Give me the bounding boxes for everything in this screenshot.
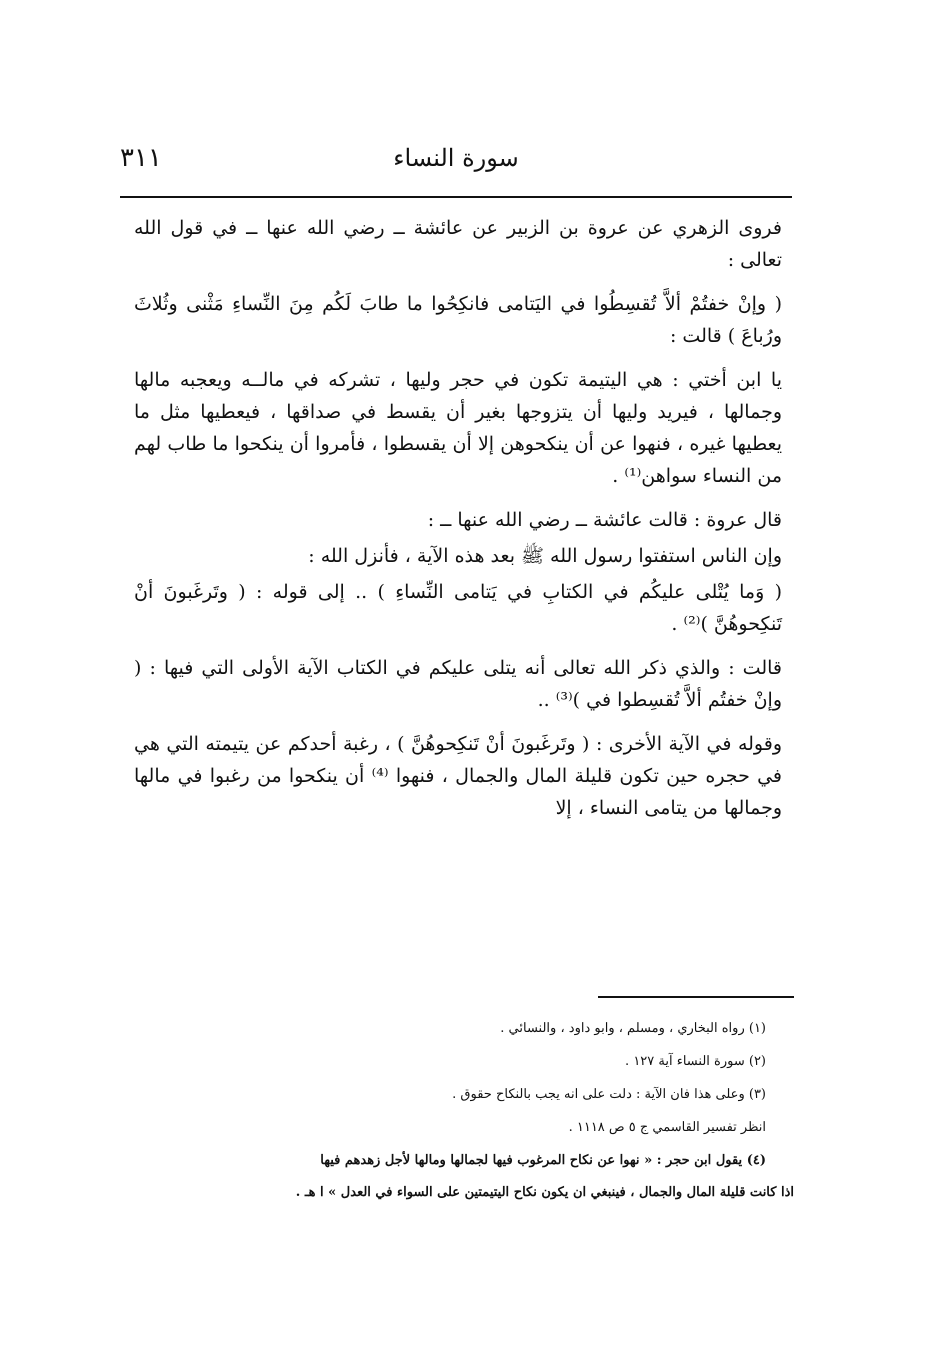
paragraph: قالت : والذي ذكر الله تعالى أنه يتلى عليكم في الكتاب الآية الأولى التي فيها : ( وإنْ خفتُم ألاَّ تُقسِطوا في )⁽³⁾ .. [134, 657, 782, 711]
footnote: (٣) وعلى هذا فان الآية : دلت على انه يجب بالنكاح حقوق . [452, 1087, 766, 1102]
paragraph: وإن الناس استفتوا رسول الله ﷺ بعد هذه الآية ، فأنزل الله : [308, 545, 782, 567]
page-number: ٣١١ [120, 143, 162, 173]
quran-verse: ( وَما يُتْلى عليكُم في الكتابِ في يَتامى النِّساءِ ) .. إلى قوله : ( وتَرغَبونَ أنْ تَنكِحوهُنَّ )⁽²⁾ . [134, 581, 782, 635]
footnote: انظر تفسير القاسمي ج ٥ ص ١١١٨ . [568, 1120, 766, 1135]
paragraph: يا ابن أختي : هي اليتيمة تكون في حجر وليها ، تشركه في مالــه ويعجبه مالها وجمالها ، فيريد وليها أن يتزوجها بغير أن يقسط في صداقها ، فيعطيها مثل ما يعطيها غيره ، فنهوا عن أن ينكحوهن إلا أن يقسطوا ، فأمروا أن ينكحوا ما طاب لهم من النساء سواهن⁽¹⁾ . [134, 369, 782, 487]
paragraph: وقوله في الآية الأخرى : ( وتَرغَبونَ أنْ تَنكِحوهُنَّ ) ، رغبة أحدكم عن يتيمته التي هي في حجره حين تكون قليلة المال والجمال ، فنهوا ⁽⁴⁾ أن ينكحوا من رغبوا في مالها وجمالها من يتامى النساء ، إلا [134, 733, 783, 819]
footnote: (٢) سورة النساء آية ١٢٧ . [625, 1054, 766, 1069]
paragraph: فروى الزهري عن عروة بن الزبير عن عائشة ــ رضي الله عنها ــ في قول الله تعالى : [134, 217, 782, 271]
running-title: سورة النساء [393, 144, 519, 172]
paragraph: قال عروة : قالت عائشة ــ رضي الله عنها ــ : [427, 509, 782, 531]
main-text [134, 212, 782, 836]
footnote: (٤) يقول ابن حجر : « نهوا عن نكاح المرغوب فيها لجمالها ومالها لأجل زهدهم فيها [320, 1153, 766, 1168]
quran-verse: ( وإنْ خفتُمْ ألاَّ تُقسِطُوا في اليَتامى فانكِحُوا ما طابَ لَكُم مِنَ النِّساءِ مَثْنى وثُلاثَ ورُباعَ ) قالت : [134, 293, 782, 347]
header-rule [120, 196, 792, 198]
footnotes [118, 1012, 794, 1209]
page-header [120, 138, 792, 184]
footnote-continuation: اذا كانت قليلة المال والجمال ، فينبغي ان يكون نكاح اليتيمتين على السواء في العدل » ا هـ . [295, 1185, 794, 1200]
footnote: (١) رواه البخاري ، ومسلم ، وابو داود ، والنسائي . [500, 1021, 766, 1036]
footnote-rule [598, 996, 794, 998]
